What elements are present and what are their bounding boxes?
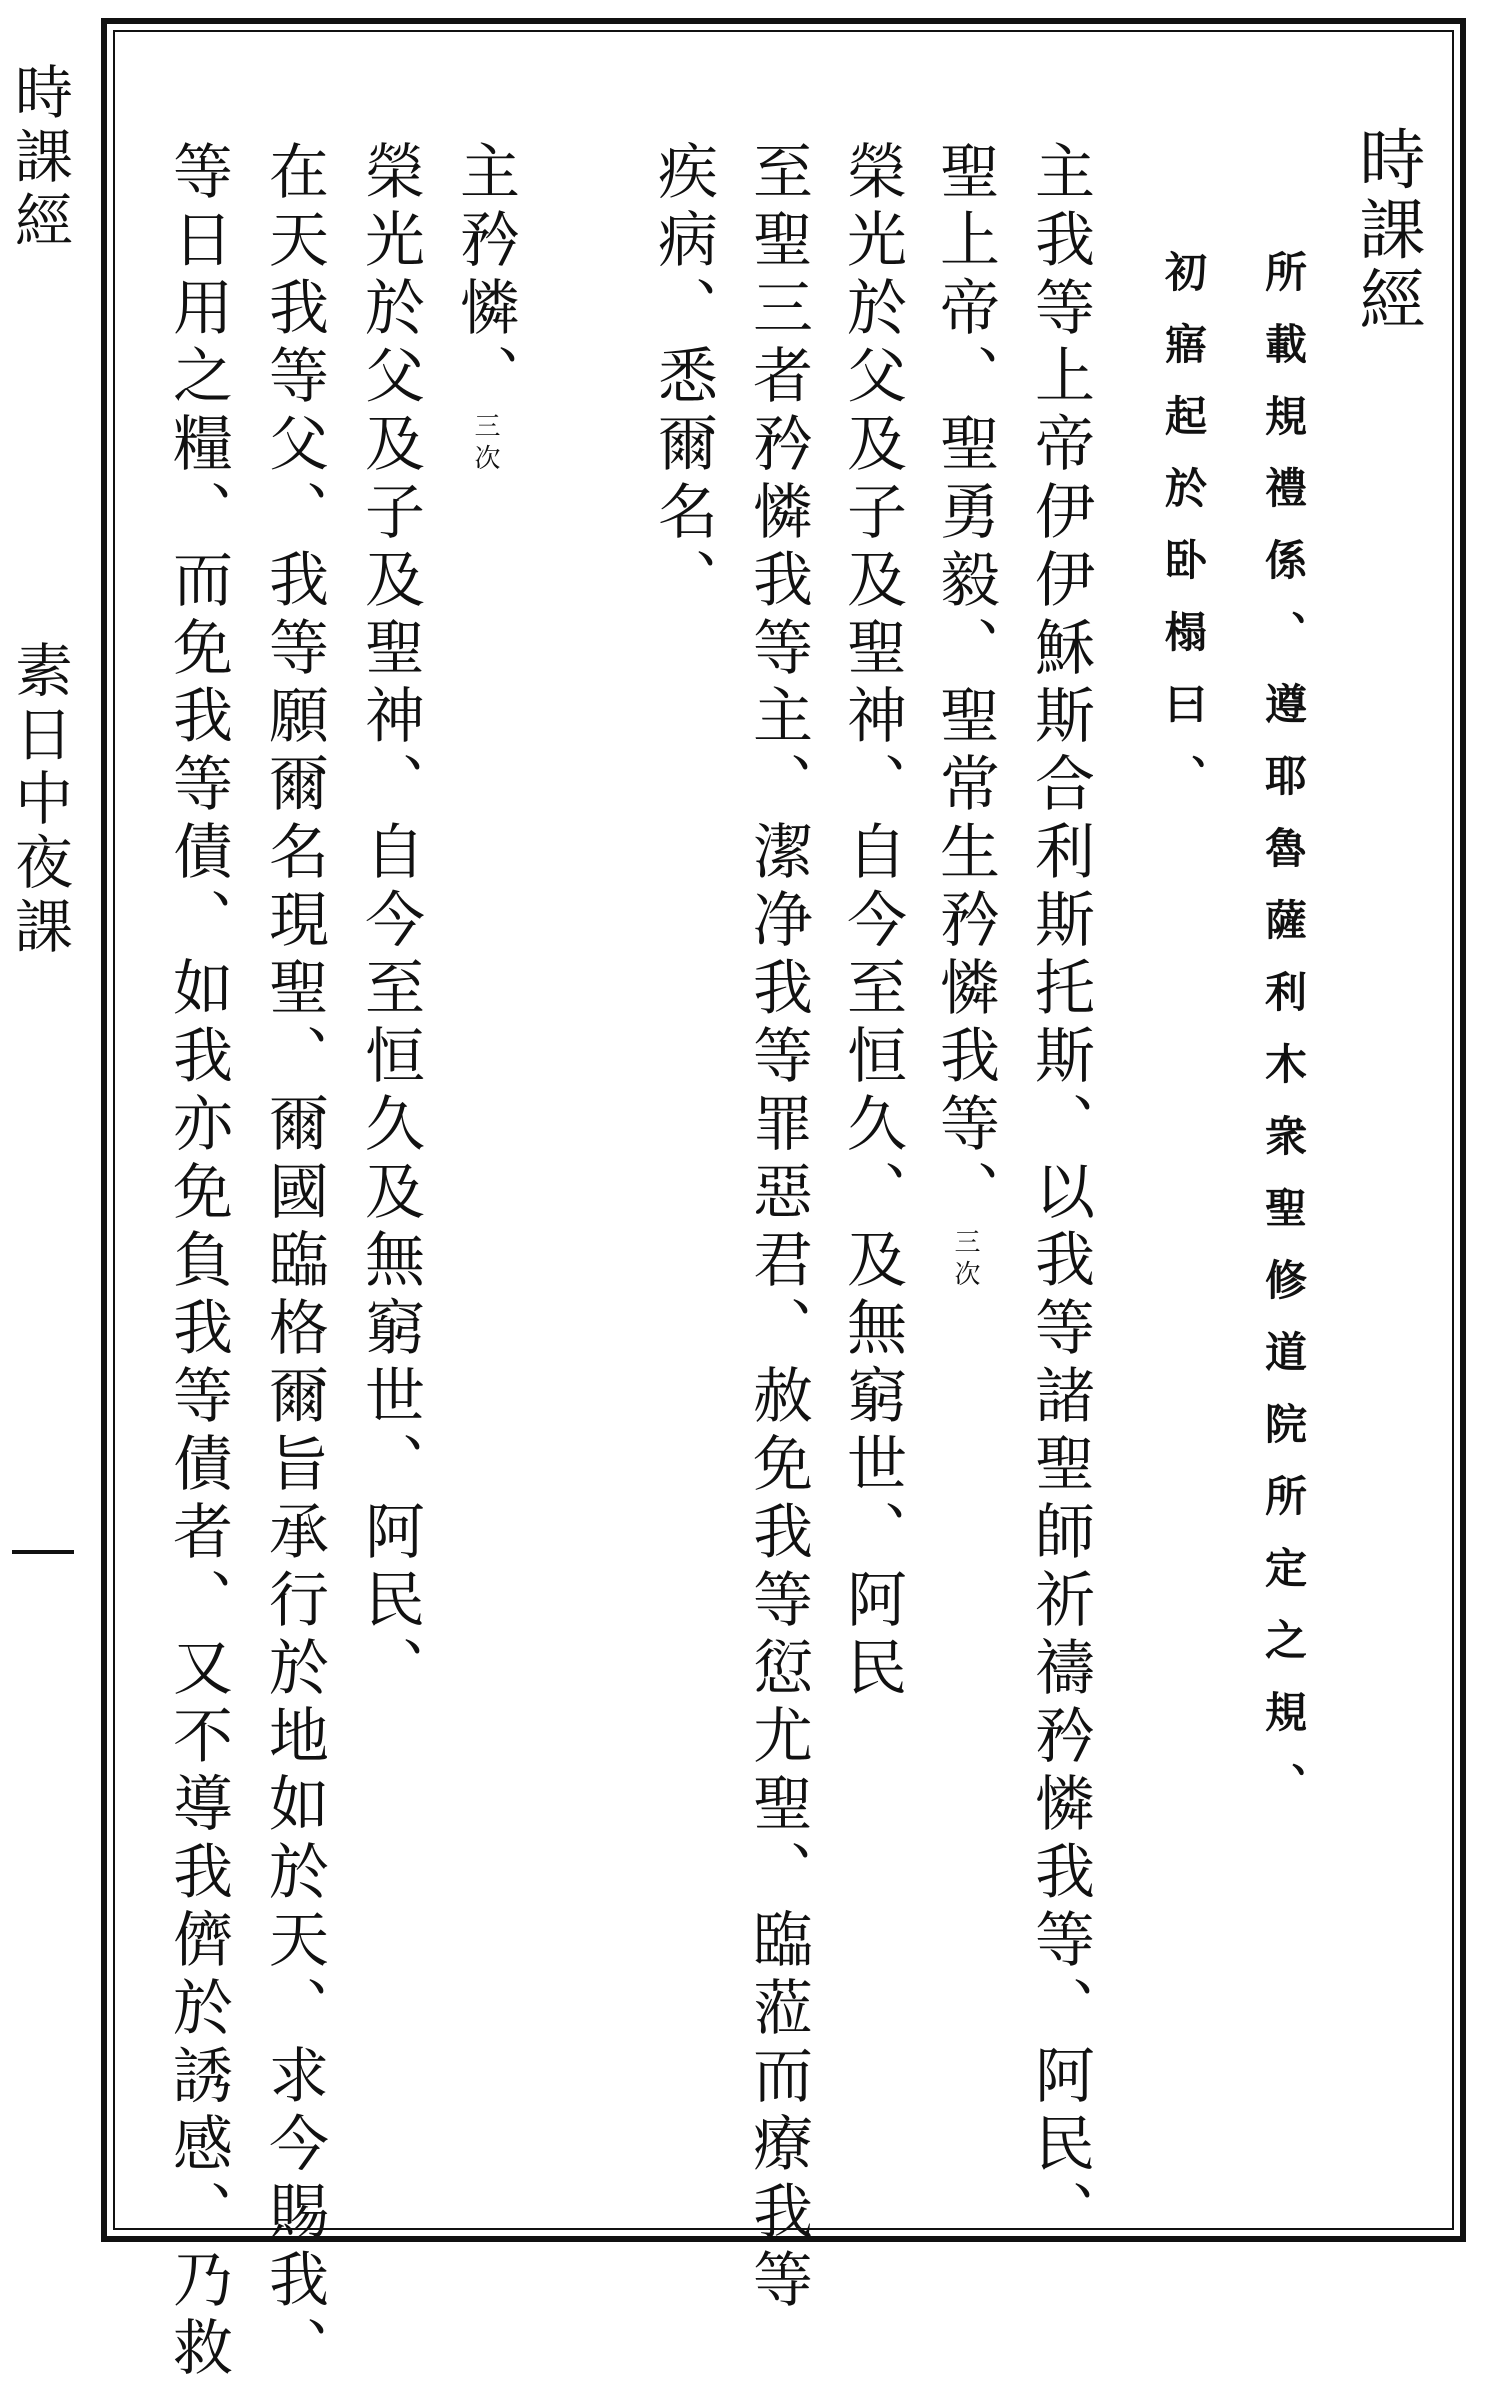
margin-section-title: 素日中夜課 <box>5 640 73 960</box>
text-column-2-main: 聖上帝、聖勇毅、聖常生矜憐我等、 <box>930 140 1000 1228</box>
text-column-2 <box>930 140 1000 1292</box>
subtitle-line-2: 初寤起於卧榻曰、 <box>1159 250 1208 826</box>
page-title: 時課經 <box>1348 125 1425 335</box>
text-column-7: 榮光於父及子及聖神、自今至恒久及無窮世、阿民、 <box>355 140 425 1704</box>
text-column-8: 在天我等父、我等願爾名現聖、爾國臨格爾旨承行於地如於天、求今賜我、 <box>259 140 329 2384</box>
text-column-3: 榮光於父及子及聖神、自今至恒久、及無窮世、阿民 <box>837 140 907 1704</box>
text-column-6 <box>450 140 520 476</box>
text-column-6-note: 三次 <box>470 412 500 476</box>
text-column-5: 疾病、悉爾名、 <box>648 140 718 616</box>
subtitle-line-1: 所載規禮係、遵耶魯薩利木衆聖修道院所定之規、 <box>1259 250 1308 1834</box>
text-column-6-main: 主矜憐、 <box>450 140 520 412</box>
text-column-9: 等日用之糧、而免我等債、如我亦免負我等債者、又不導我儕於誘感、乃救 <box>163 140 233 2384</box>
margin-book-title: 時課經 <box>5 62 73 254</box>
text-column-4: 至聖三者矜憐我等主、潔净我等罪惡君、赦免我等愆尤聖、臨蒞而療我等 <box>743 140 813 2316</box>
margin-page-number <box>12 1550 74 1554</box>
text-column-1: 主我等上帝伊伊穌斯合利斯托斯、以我等諸聖師祈禱矜憐我等、阿民、 <box>1025 140 1095 2248</box>
text-column-2-note: 三次 <box>950 1228 980 1292</box>
